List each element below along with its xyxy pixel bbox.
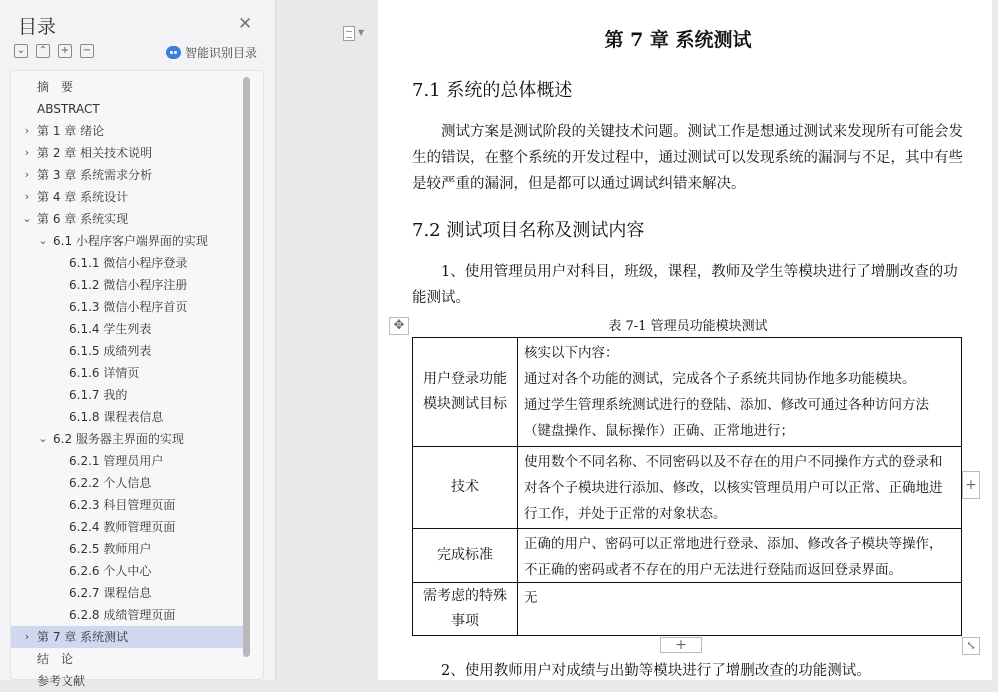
toc-sidebar [0,0,276,688]
toc-item[interactable] [11,362,243,384]
section-title-7-2: 7.2 测试项目名称及测试内容 [412,220,645,241]
toc-item-label: 第 1 章 绪论 [37,124,105,138]
toc-item-label: 参考文献 [37,674,86,688]
toc-item[interactable] [11,142,243,164]
toc-item[interactable] [11,406,243,428]
toc-item[interactable] [11,164,243,186]
toc-item[interactable] [11,538,243,560]
chevron-down-icon[interactable]: ▼ [358,28,365,37]
add-column-button[interactable]: + [962,471,980,499]
toc-item[interactable] [11,648,243,670]
chevron-right-icon[interactable]: › [24,124,30,137]
toc-item[interactable] [11,340,243,362]
smart-toc-button[interactable] [166,44,257,61]
toc-item-label: 第 6 章 系统实现 [37,212,129,226]
toc-item[interactable] [11,582,243,604]
sidebar-title: 目录 [18,16,57,38]
toc-item[interactable] [11,384,243,406]
list-item-1: 1、使用管理员用户对科目，班级，课程，教师及学生等模块进行了增删改查的功能测试。 [412,264,958,306]
toc-item-label: 摘 要 [37,80,74,94]
toc-item[interactable] [11,296,243,318]
table-caption: 表 7-1 管理员功能模块测试 [608,319,768,334]
toc-item[interactable] [11,472,243,494]
document-icon[interactable] [343,26,355,41]
table-cell-label: 完成标准 [413,529,518,582]
expand-all-icon[interactable]: ⌄ [14,44,28,58]
toc-item[interactable] [11,208,243,230]
toc-scrollbar[interactable] [243,77,250,657]
chevron-down-icon[interactable]: ⌄ [38,432,48,445]
toc-item[interactable] [11,604,243,626]
chevron-right-icon[interactable]: › [24,168,30,181]
toc-item[interactable] [11,494,243,516]
toc-item[interactable] [11,428,243,450]
toc-item[interactable] [11,120,243,142]
cell-line: 无 [524,590,538,606]
chapter-title: 第 7 章 系统测试 [604,29,752,51]
toc-item-label: 6.2.8 成绩管理页面 [69,608,176,622]
toc-item-label: 6.2.6 个人中心 [69,564,152,578]
toc-item-label: 6.2.5 教师用户 [69,542,152,556]
document-page[interactable] [378,0,992,680]
toc-item-label: 第 7 章 系统测试 [37,630,129,644]
cell-line: 通过学生管理系统测试进行的登陆、添加、修改可通过各种访问方法（键盘操作、鼠标操作）正确、正常地进行； [524,397,929,439]
chevron-down-icon[interactable]: ⌄ [38,234,48,247]
chevron-right-icon[interactable]: › [24,190,30,203]
table-row [413,583,961,635]
toc-item-label: ABSTRACT [37,102,100,116]
toc-item[interactable] [11,186,243,208]
table-cell-content [518,529,961,585]
toc-item-label: 6.1 小程序客户端界面的实现 [53,234,208,248]
toc-item-label: 第 4 章 系统设计 [37,190,129,204]
toc-item-label: 6.1.5 成绩列表 [69,344,152,358]
chevron-right-icon[interactable]: › [24,630,30,643]
table-cell-content [518,583,961,613]
toc-item[interactable] [11,626,243,648]
toc-item[interactable] [11,76,243,98]
table-row [413,338,961,447]
toc-item-label: 6.2.1 管理员用户 [69,454,164,468]
toc-item[interactable] [11,516,243,538]
toc-item-label: 6.1.6 详情页 [69,366,140,380]
cell-line: 通过对各个功能的测试，完成各个子系统共同协作地多功能模块。 [524,371,916,387]
toc-item[interactable] [11,560,243,582]
toc-item-label: 第 2 章 相关技术说明 [37,146,153,160]
toc-item-label: 6.1.2 微信小程序注册 [69,278,188,292]
cell-line: 正确的用户、密码可以正常地进行登录、添加、修改各子模块等操作，不正确的密码或者不存在的用户无法进行登陆而返回登录界面。 [524,536,943,578]
table-resize-icon[interactable]: ⤡ [962,637,980,655]
section-paragraph: 测试方案是测试阶段的关键技术问题。测试工作是想通过测试来发现所有可能会发生的错误，在整个系统的开发过程中，通过测试可以发现系统的漏洞与不足，其中有些是较严重的漏洞，但是都可以通过调试纠错来解决。 [412,124,963,192]
table-move-icon[interactable]: ✥ [389,317,409,335]
toc-item-label: 结 论 [37,652,74,666]
toc-item-label: 6.2.7 课程信息 [69,586,152,600]
toc-item[interactable] [11,252,243,274]
document-area [277,0,992,680]
toc-item-label: 6.1.8 课程表信息 [69,410,164,424]
table-row [413,529,961,583]
toc-item[interactable] [11,98,243,120]
toc-item[interactable] [11,318,243,340]
add-heading-icon[interactable]: + [58,44,72,58]
toc-item[interactable] [11,450,243,472]
toc-item[interactable] [11,274,243,296]
toc-item-label: 第 3 章 系统需求分析 [37,168,153,182]
toc-item-label: 6.2 服务器主界面的实现 [53,432,184,446]
collapse-all-icon[interactable]: ⌃ [36,44,50,58]
toc-item[interactable] [11,670,243,692]
chevron-right-icon[interactable]: › [24,146,30,159]
toc-item-label: 6.2.3 科目管理页面 [69,498,176,512]
add-row-button[interactable]: + [660,637,702,653]
table-cell-content [518,338,961,446]
list-item-2: 2、使用教师用户对成绩与出勤等模块进行了增删改查的功能测试。 [441,663,871,679]
test-table [412,337,962,636]
toc-item-label: 6.2.4 教师管理页面 [69,520,176,534]
toc-list [11,76,243,692]
table-cell-label: 用户登录功能模块测试目标 [413,338,518,446]
toc-item-label: 6.1.1 微信小程序登录 [69,256,188,270]
toc-item[interactable] [11,230,243,252]
cell-line: 使用数个不同名称、不同密码以及不存在的用户不同操作方式的登录和对各个子模块进行添加、修改，以核实管理员用户可以正常、正确地进行工作，并处于正常的对象状态。 [524,454,943,522]
toc-panel [10,70,264,688]
cell-line: 核实以下内容： [524,345,619,361]
ai-assistant-icon [166,46,181,59]
toc-item-label: 6.1.7 我的 [69,388,128,402]
toc-item-label: 6.2.2 个人信息 [69,476,152,490]
smart-toc-label: 智能识别目录 [185,46,258,60]
toc-item-label: 6.1.4 学生列表 [69,322,152,336]
toc-toolbar [14,44,94,58]
table-row [413,447,961,529]
table-cell-label: 技术 [413,447,518,528]
table-cell-content [518,447,961,529]
close-icon[interactable]: ✕ [238,14,253,34]
table-cell-label: 需考虑的特殊事项 [413,583,518,635]
section-title-7-1: 7.1 系统的总体概述 [412,80,573,101]
toc-item-label: 6.1.3 微信小程序首页 [69,300,188,314]
chevron-down-icon[interactable]: ⌄ [22,212,32,225]
remove-heading-icon[interactable]: − [80,44,94,58]
